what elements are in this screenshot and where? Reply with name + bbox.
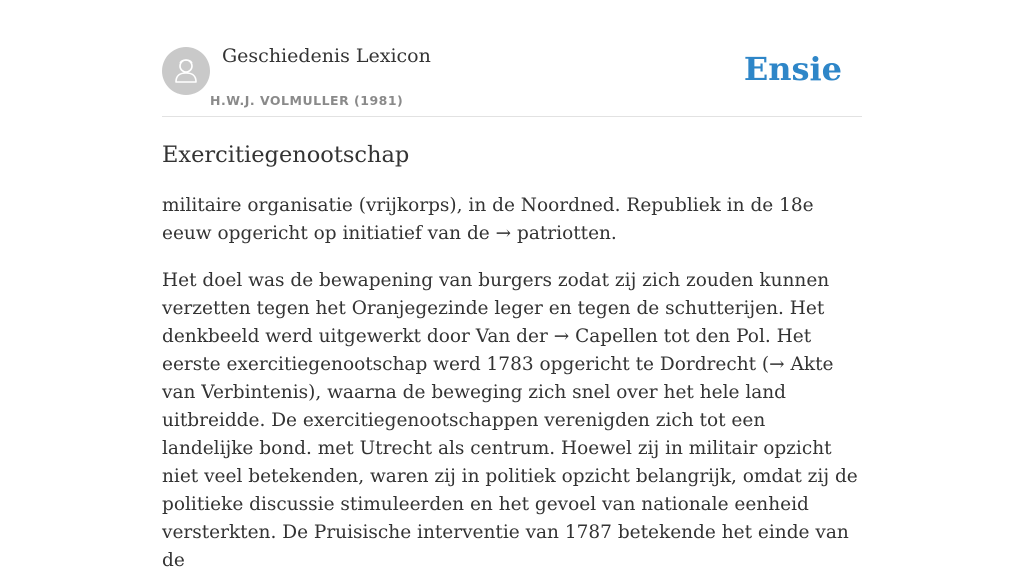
article-paragraph-2: Het doel was de bewapening van burgers zodat zij zich zouden kunnen verzetten tegen het Oranjegezinde leger en tegen de schutterijen. Het denkbeeld werd uitgewerkt door Van der → Capellen tot den Pol. Het eerste exercitiegenootschap werd 1783 opgericht te Dordrecht (→ Akte van Verbintenis), waarna de beweging zich snel over het hele land uitbreidde. De exercitiegenootschappen verenigden zich tot een landelijke bond. met Utrecht als centrum. Hoewel zij in militair opzicht niet veel betekenden, waren zij in politiek opzicht belangrijk, omdat zij de politieke discussie stimuleerden en het gevoel van nationale eenheid versterkten. De Pruisische interventie van 1787 betekende het einde van de: [162, 270, 858, 571]
article: [162, 138, 862, 575]
source-title[interactable]: Geschiedenis Lexicon: [222, 45, 431, 67]
source-author[interactable]: H.W.J. VOLMULLER (1981): [210, 93, 404, 108]
ensie-logo[interactable]: Ensie: [743, 50, 842, 88]
user-icon: [162, 47, 210, 95]
avatar[interactable]: [162, 47, 210, 95]
source-header: [162, 0, 862, 117]
article-paragraph-1: militaire organisatie (vrijkorps), in de Noordned. Republiek in de 18e eeuw opgericht op initiatief van de → patriotten.: [162, 195, 814, 244]
article-headword: Exercitiegenootschap: [162, 142, 410, 168]
